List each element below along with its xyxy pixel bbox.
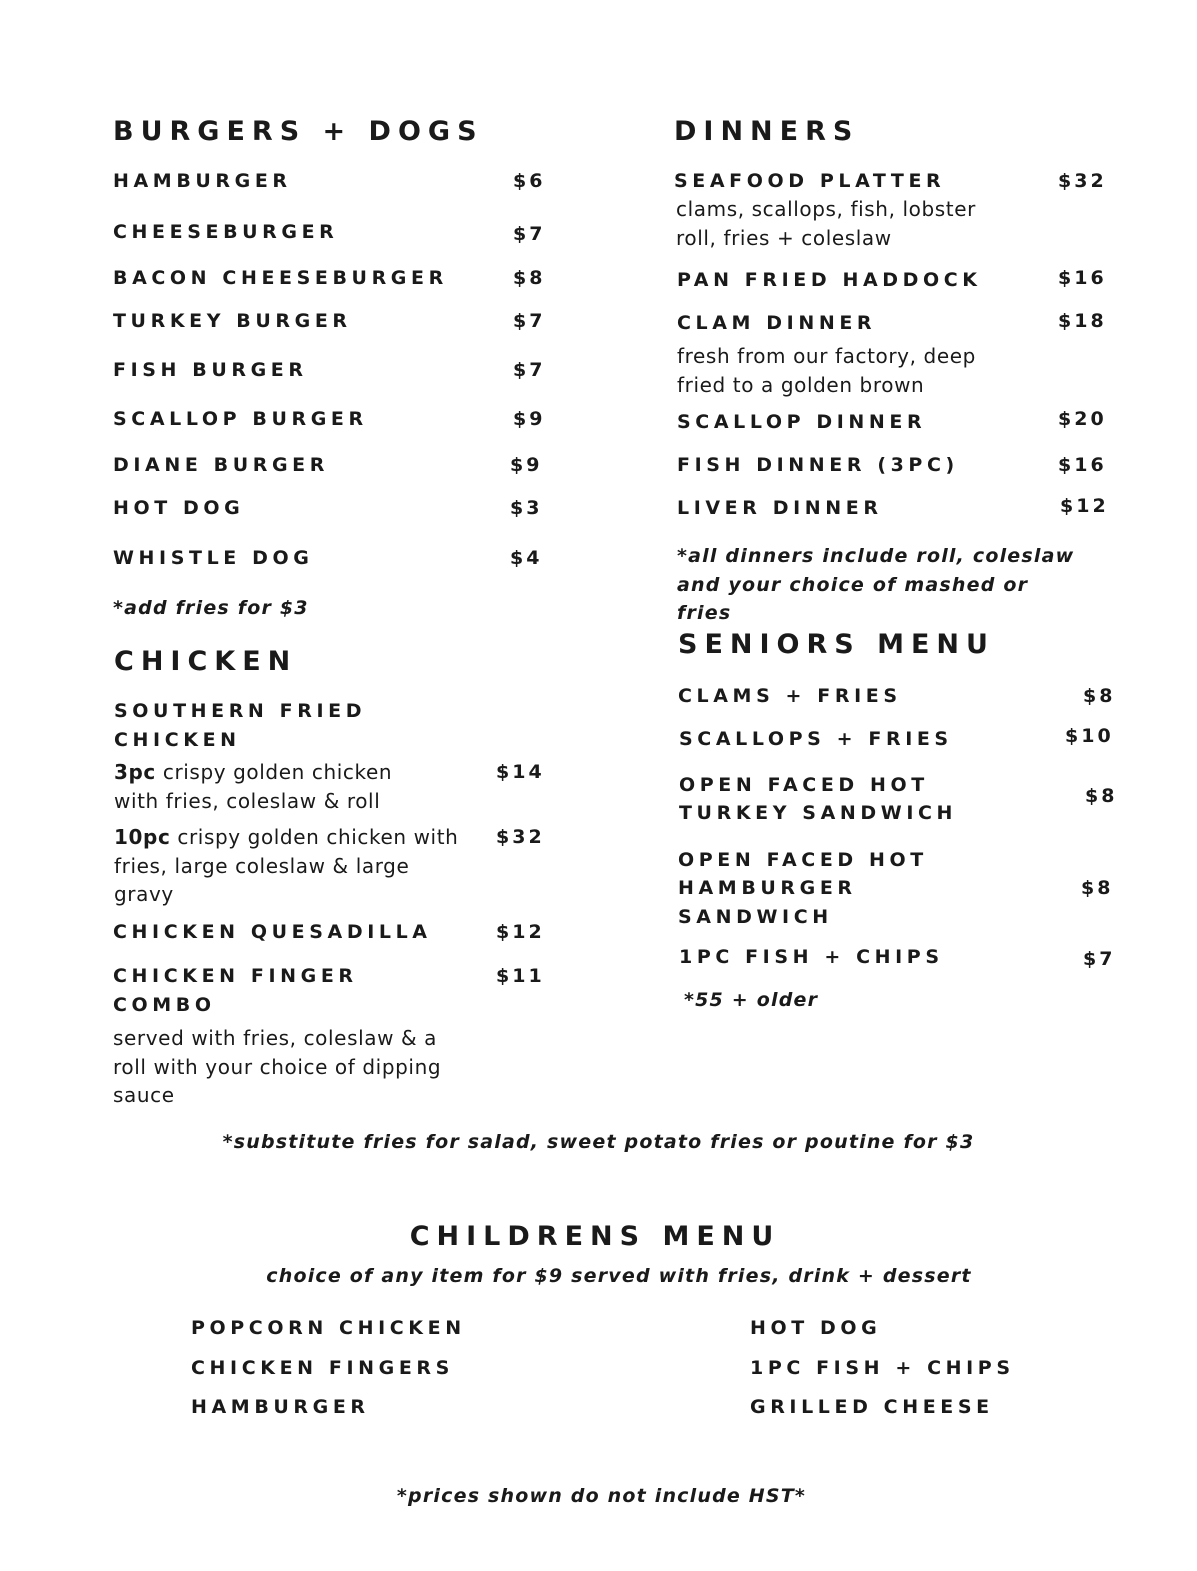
kids-item-hamburger: HAMBURGER <box>191 1396 370 1418</box>
southern-chicken-10pc-text: crispy golden chicken with fries, large coleslaw & large gravy <box>114 825 459 906</box>
menu-item-hot-dog: HOT DOG <box>113 497 245 519</box>
price-chicken-quesadilla: $12 <box>496 921 545 943</box>
price-cheeseburger: $7 <box>513 223 546 245</box>
menu-item-fish-dinner: FISH DINNER (3PC) <box>677 454 959 476</box>
price-southern-chicken-3pc: $14 <box>496 761 545 783</box>
menu-item-bacon-cheeseburger: BACON CHEESEBURGER <box>113 267 448 289</box>
chicken-finger-combo-description: served with fries, coleslaw & a roll with your choice of dipping sauce <box>113 1026 442 1107</box>
menu-item-southern-fried-chicken-line1: SOUTHERN FRIED <box>114 700 367 722</box>
southern-chicken-3pc-count: 3pc <box>114 760 156 784</box>
price-pan-fried-haddock: $16 <box>1058 267 1107 289</box>
seniors-age-note: *55 + older <box>684 989 819 1011</box>
menu-item-fish-burger: FISH BURGER <box>113 359 308 381</box>
price-fish-dinner: $16 <box>1058 454 1107 476</box>
chicken-heading: CHICKEN <box>114 646 298 677</box>
price-clams-fries: $8 <box>1083 685 1116 707</box>
price-open-faced-turkey: $8 <box>1085 785 1118 807</box>
price-hamburger: $6 <box>513 170 546 192</box>
southern-chicken-10pc-count: 10pc <box>114 825 171 849</box>
menu-item-hamburger: HAMBURGER <box>113 170 292 192</box>
price-whistle-dog: $4 <box>510 547 543 569</box>
menu-item-southern-fried-chicken-line2: CHICKEN <box>114 729 241 751</box>
southern-chicken-10pc-description <box>114 823 476 909</box>
menu-item-open-faced-hamburger-line2: HAMBURGER <box>678 877 857 899</box>
kids-item-chicken-fingers: CHICKEN FINGERS <box>191 1357 454 1379</box>
seafood-platter-description: clams, scallops, fish, lobster roll, fries + coleslaw <box>676 197 976 250</box>
substitute-note: *substitute fries for salad, sweet potato fries or poutine for $3 <box>222 1131 975 1153</box>
price-senior-fish-chips: $7 <box>1083 948 1116 970</box>
dinners-heading: DINNERS <box>674 116 860 147</box>
menu-item-scallop-burger: SCALLOP BURGER <box>113 408 368 430</box>
menu-item-pan-fried-haddock: PAN FRIED HADDOCK <box>677 269 982 291</box>
price-scallop-dinner: $20 <box>1058 408 1107 430</box>
price-hot-dog: $3 <box>510 497 543 519</box>
menu-item-chicken-quesadilla: CHICKEN QUESADILLA <box>113 921 432 943</box>
kids-item-fish-chips: 1PC FISH + CHIPS <box>750 1357 1015 1379</box>
menu-item-scallops-fries: SCALLOPS + FRIES <box>679 728 953 750</box>
menu-item-open-faced-turkey-line1: OPEN FACED HOT <box>679 774 929 796</box>
price-open-faced-hamburger: $8 <box>1081 877 1114 899</box>
price-southern-chicken-10pc: $32 <box>496 826 545 848</box>
price-diane-burger: $9 <box>510 454 543 476</box>
southern-chicken-3pc-description <box>114 758 414 815</box>
price-turkey-burger: $7 <box>513 310 546 332</box>
menu-item-clams-fries: CLAMS + FRIES <box>678 685 902 707</box>
childrens-heading: CHILDRENS MENU <box>409 1221 781 1252</box>
menu-item-open-faced-hamburger-line1: OPEN FACED HOT <box>678 849 928 871</box>
menu-item-turkey-burger: TURKEY BURGER <box>113 310 352 332</box>
price-chicken-finger-combo: $11 <box>496 965 545 987</box>
menu-item-whistle-dog: WHISTLE DOG <box>113 547 314 569</box>
burgers-heading: BURGERS + DOGS <box>113 116 484 147</box>
menu-item-open-faced-hamburger-line3: SANDWICH <box>678 906 833 928</box>
menu-item-chicken-finger-combo-line2: COMBO <box>113 994 216 1016</box>
menu-item-senior-fish-chips: 1PC FISH + CHIPS <box>679 946 944 968</box>
clam-dinner-description: fresh from our factory, deep fried to a golden brown <box>677 344 976 397</box>
childrens-subtitle: choice of any item for $9 served with fries, drink + dessert <box>266 1265 972 1287</box>
menu-item-scallop-dinner: SCALLOP DINNER <box>677 411 927 433</box>
menu-item-clam-dinner: CLAM DINNER <box>677 312 877 334</box>
dinners-note: *all dinners include roll, coleslaw and your choice of mashed or fries <box>677 545 1075 624</box>
price-bacon-cheeseburger: $8 <box>513 267 546 289</box>
menu-item-cheeseburger: CHEESEBURGER <box>113 221 339 243</box>
hst-footer-note: *prices shown do not include HST* <box>396 1485 807 1507</box>
price-scallop-burger: $9 <box>513 408 546 430</box>
kids-item-hot-dog: HOT DOG <box>750 1317 882 1339</box>
menu-item-seafood-platter: SEAFOOD PLATTER <box>674 170 946 192</box>
menu-item-open-faced-turkey-line2: TURKEY SANDWICH <box>679 802 958 824</box>
menu-item-diane-burger: DIANE BURGER <box>113 454 329 476</box>
southern-chicken-3pc-text: crispy golden chicken with fries, coleslaw & roll <box>114 760 393 813</box>
menu-item-chicken-finger-combo-line1: CHICKEN FINGER <box>113 965 358 987</box>
price-scallops-fries: $10 <box>1065 725 1114 747</box>
menu-item-liver-dinner: LIVER DINNER <box>677 497 883 519</box>
fries-addon-note: *add fries for $3 <box>113 597 309 619</box>
price-seafood-platter: $32 <box>1058 170 1107 192</box>
kids-item-popcorn-chicken: POPCORN CHICKEN <box>191 1317 466 1339</box>
price-clam-dinner: $18 <box>1058 310 1107 332</box>
price-fish-burger: $7 <box>513 359 546 381</box>
price-liver-dinner: $12 <box>1060 495 1109 517</box>
kids-item-grilled-cheese: GRILLED CHEESE <box>750 1396 994 1418</box>
seniors-heading: SENIORS MENU <box>678 629 995 660</box>
